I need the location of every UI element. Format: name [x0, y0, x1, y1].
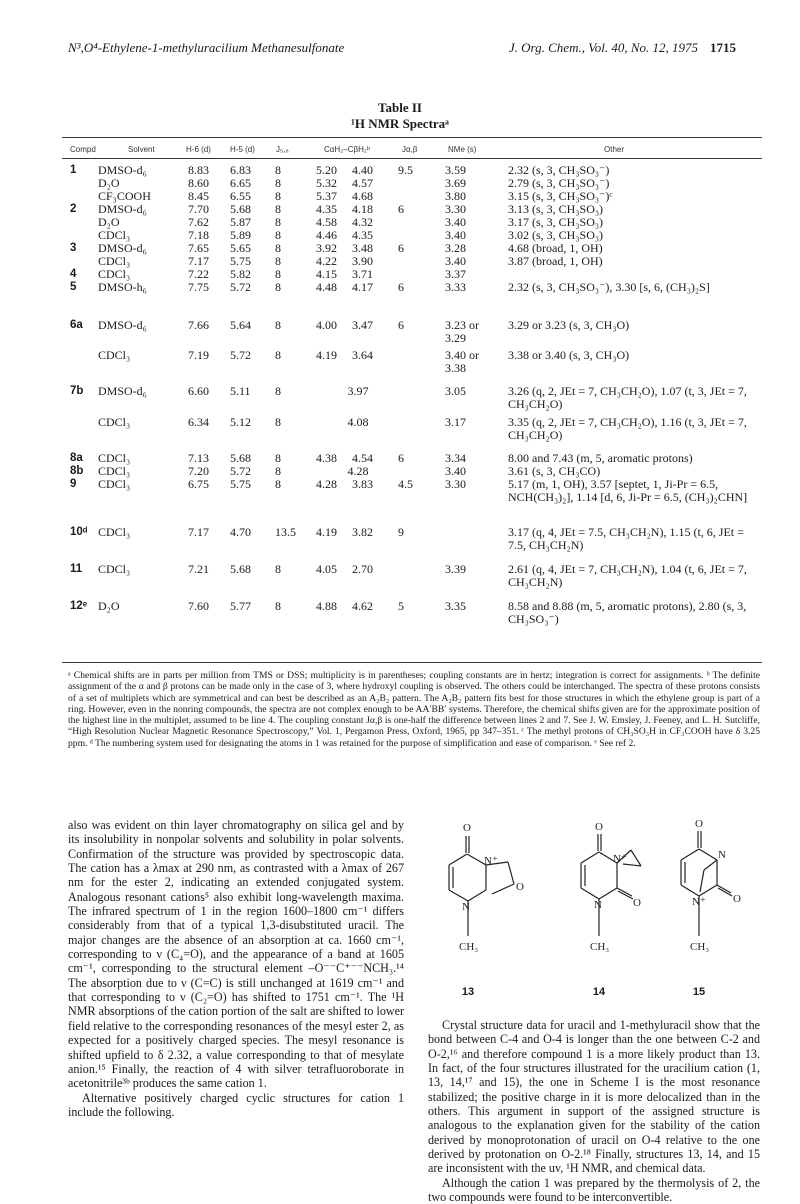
other-signals-cell: 3.15 (s, 3, CH₃SO₃⁻)ᶜ [508, 189, 613, 203]
jab-coupling-cell: 6 [398, 280, 404, 294]
h5-shift-cell: 5.89 [230, 228, 251, 242]
table-bottom-rule [62, 662, 762, 663]
nme-shift-cell: 3.40 [445, 254, 466, 268]
h5-shift-cell: 5.72 [230, 464, 251, 478]
other-signals-cell: 3.87 (broad, 1, OH) [508, 254, 603, 268]
h6-shift-cell: 8.45 [188, 189, 209, 203]
calpha-shift-cell: 4.88 [316, 599, 337, 613]
table-title-block [0, 100, 800, 132]
nme-shift-cell: 3.37 [445, 267, 466, 281]
calpha-shift-cell: 4.48 [316, 280, 337, 294]
table-row [0, 385, 800, 416]
nme-shift-cell: 3.34 [445, 451, 466, 465]
right-paragraph-2: Although the cation 1 was prepared by the thermolysis of 2, the two compounds were found to be interconvertible. [428, 1175, 760, 1204]
other-signals-cell: 2.79 (s, 3, CH₃SO₃⁻) [508, 176, 610, 190]
nme-shift-cell: 3.17 [445, 415, 466, 429]
other-signals-cell: 2.32 (s, 3, CH₃SO₃⁻), 3.30 [s, 6, (CH₃)₂S] [508, 280, 710, 294]
s14-nitrogen: N [594, 899, 602, 911]
nme-shift-cell: 3.40 [445, 464, 466, 478]
h5-shift-cell: 5.75 [230, 254, 251, 268]
structure-label-15: 15 [692, 986, 706, 998]
structure-15-bonds [681, 831, 732, 936]
running-header [68, 40, 736, 60]
other-signals-cell: 5.17 (m, 1, OH), 3.57 [septet, 1, Ji-Pr = 6.5, NCH(CH₃)₂], 1.14 [d, 6, Ji-Pr = 6.5, (CH₃)₂CHN] [508, 477, 748, 504]
col-header-cab: CαH₂–CβH₂ᵇ [324, 145, 371, 154]
other-signals-cell: 8.00 and 7.43 (m, 5, aromatic protons) [508, 451, 693, 465]
s15-n-plus: N⁺ [692, 896, 706, 908]
jab-coupling-cell: 6 [398, 451, 404, 465]
cbeta-shift-cell: 4.62 [352, 599, 373, 613]
h5-shift-cell: 5.72 [230, 280, 251, 294]
table-row [0, 478, 800, 526]
compound-number: 10ᵈ [70, 526, 88, 538]
calpha-shift-cell: 5.37 [316, 189, 337, 203]
h6-shift-cell: 7.66 [188, 318, 209, 332]
cab-shift-cell: 4.28 [347, 464, 369, 478]
cbeta-shift-cell: 3.48 [352, 241, 373, 255]
cbeta-shift-cell: 4.40 [352, 163, 373, 177]
table-row [0, 203, 800, 216]
s15-nitrogen: N [718, 849, 726, 861]
j56-coupling-cell: 8 [275, 451, 281, 465]
h5-shift-cell: 5.65 [230, 241, 251, 255]
cab-shift-cell: 3.97 [347, 384, 369, 398]
s15-ring-oxygen: O [733, 893, 741, 905]
other-signals-cell: 3.17 (s, 3, CH₃SO₃) [508, 215, 604, 229]
j56-coupling-cell: 8 [275, 176, 281, 190]
table-title: Table II [378, 100, 422, 115]
solvent-cell: DMSO-d₆ [98, 241, 147, 255]
solvent-cell: D₂O [98, 215, 120, 229]
calpha-shift-cell: 4.05 [316, 562, 337, 576]
solvent-cell: CDCl₃ [98, 254, 131, 268]
table-top-rule [62, 137, 762, 138]
other-signals-cell: 2.61 (q, 4, JEt = 7, CH₃CH₂N), 1.04 (t, 6, JEt = 7, CH₃CH₂N) [508, 562, 747, 589]
nme-shift-cell: 3.35 [445, 599, 466, 613]
h6-shift-cell: 7.75 [188, 280, 209, 294]
jab-coupling-cell: 4.5 [398, 477, 413, 491]
j56-coupling-cell: 8 [275, 464, 281, 478]
calpha-shift-cell: 5.32 [316, 176, 337, 190]
calpha-shift-cell: 4.19 [316, 348, 337, 362]
solvent-cell: D₂O [98, 599, 120, 613]
j56-coupling-cell: 8 [275, 415, 281, 429]
cbeta-shift-cell: 3.64 [352, 348, 373, 362]
h5-shift-cell: 6.65 [230, 176, 251, 190]
h5-shift-cell: 5.11 [230, 384, 251, 398]
compound-number: 8a [70, 452, 83, 464]
calpha-shift-cell: 4.38 [316, 451, 337, 465]
jab-coupling-cell: 6 [398, 241, 404, 255]
calpha-shift-cell: 4.28 [316, 477, 337, 491]
h5-shift-cell: 5.12 [230, 415, 251, 429]
h6-shift-cell: 7.13 [188, 451, 209, 465]
cbeta-shift-cell: 4.18 [352, 202, 373, 216]
nme-shift-cell: 3.23 or 3.29 [445, 318, 479, 345]
j56-coupling-cell: 8 [275, 318, 281, 332]
table-header-rule [62, 158, 762, 159]
table-row [0, 526, 800, 563]
solvent-cell: CDCl₃ [98, 415, 131, 429]
other-signals-cell: 2.32 (s, 3, CH₃SO₃⁻) [508, 163, 610, 177]
other-signals-cell: 3.17 (q, 4, JEt = 7.5, CH₃CH₂N), 1.15 (t, 6, JEt = 7.5, CH₃CH₂N) [508, 525, 744, 552]
nme-shift-cell: 3.69 [445, 176, 466, 190]
solvent-cell: DMSO-d₆ [98, 163, 147, 177]
h6-shift-cell: 7.21 [188, 562, 209, 576]
calpha-shift-cell: 3.92 [316, 241, 337, 255]
solvent-cell: CDCl₃ [98, 562, 131, 576]
other-signals-cell: 4.68 (broad, 1, OH) [508, 241, 603, 255]
s14-ring-oxygen: O [633, 897, 641, 909]
col-header-jab: Jα,β [402, 145, 418, 154]
j56-coupling-cell: 8 [275, 267, 281, 281]
solvent-cell: DMSO-h₆ [98, 280, 147, 294]
solvent-cell: CDCl₃ [98, 228, 131, 242]
calpha-shift-cell: 4.46 [316, 228, 337, 242]
left-paragraph-2: Alternative positively charged cyclic structures for cation 1 include the following. [68, 1090, 404, 1119]
h5-shift-cell: 5.68 [230, 562, 251, 576]
cbeta-shift-cell: 4.35 [352, 228, 373, 242]
s14-n-plus: N⁺ [613, 853, 627, 865]
structure-14-bonds [581, 834, 641, 936]
jab-coupling-cell: 5 [398, 599, 404, 613]
col-header-h6: H-6 (d) [186, 145, 211, 154]
nme-shift-cell: 3.30 [445, 477, 466, 491]
table-row [0, 416, 800, 452]
jab-coupling-cell: 9.5 [398, 163, 413, 177]
other-signals-cell: 3.13 (s, 3, CH₃SO₃) [508, 202, 604, 216]
s15-oxygen: O [695, 818, 703, 830]
structure-13-bonds [449, 836, 514, 936]
nme-shift-cell: 3.40 [445, 215, 466, 229]
j56-coupling-cell: 8 [275, 348, 281, 362]
other-signals-cell: 3.29 or 3.23 (s, 3, CH₃O) [508, 318, 630, 332]
s13-nitrogen: N [462, 901, 470, 913]
h6-shift-cell: 7.62 [188, 215, 209, 229]
structure-drawings [428, 818, 750, 988]
nme-shift-cell: 3.33 [445, 280, 466, 294]
running-title: N³,O⁴-Ethylene-1-methyluracilium Methanesulfonate [68, 40, 345, 55]
cbeta-shift-cell: 3.47 [352, 318, 373, 332]
s13-methyl: CH₃ [459, 941, 479, 953]
h5-shift-cell: 6.55 [230, 189, 251, 203]
right-paragraph-1: Crystal structure data for uracil and 1-methyluracil show that the bond between C-4 and O-4 is longer than the one between C-2 and O-2,¹⁶ and therefore compound 1 is a more likely product than 13. In fact, of the four structures illustrated for the uracilium cation (1, 13, 14,¹⁷ and 15), the one in Scheme I is the most resonance stabilized; the positive charge in it is more delocalized than in the others. This argument in support of the assigned structure is analogous to the explanation given for the stability of the cation derived by monoprotonation of uracil on O-4 relative to the one derived by protonation on O-2.¹⁸ Finally, structures 13, 14, and 15 are inconsistent with the uv, ¹H NMR, and chemical data. [428, 1018, 760, 1176]
h5-shift-cell: 5.68 [230, 451, 251, 465]
page-number: 1715 [710, 40, 736, 55]
cab-shift-cell: 4.08 [347, 415, 369, 429]
left-paragraph-1: also was evident on thin layer chromatography on silica gel and by its insolubility in nonpolar solvents and solubility in polar solvents. Confirmation of the structure was provided by spectroscopic data. The cation has a λmax at 290 nm, as contrasted with a λmax of 267 nm for the ester 2, indicating an extended conjugated system. Analogous resonant cations⁵ also exhibit long-wavelength maxima. The infrared spectrum of 1 in the region 1600–1800 cm⁻¹ differs considerably from that of a typical 1,3-disubstituted uracil. The major changes are the absence of an absorption at ca. 1660 cm⁻¹, corresponding to ν (C₄=O), and the appearance of a band at 1605 cm⁻¹, corresponding to the structural element –O⁻⁻C⁺⁻⁻NCH₃.¹⁴ The absorption due to ν (C=C) is still unchanged at 1619 cm⁻¹ and that corresponding to ν (C₂=O) has shifted to 1751 cm⁻¹. The ¹H NMR absorptions of the cation portion of the salt are shifted to lower field relative to the corresponding resonances of the mesyl ester 2, as expected for a positively charged species. The mesyl resonance is shifted upfield to δ 2.32, a value corresponding to that of mesylate anion.¹⁵ Finally, the reaction of 4 with silver tetrafluoroborate in acetonitrile³ᵇ produces the same cation 1. [68, 818, 404, 1091]
table-row [0, 319, 800, 349]
j56-coupling-cell: 8 [275, 562, 281, 576]
nme-shift-cell: 3.40 [445, 228, 466, 242]
solvent-cell: CDCl₃ [98, 348, 131, 362]
solvent-cell: CF₃COOH [98, 189, 151, 203]
journal-citation [509, 40, 736, 56]
cbeta-shift-cell: 3.90 [352, 254, 373, 268]
structure-label-13: 13 [461, 986, 475, 998]
solvent-cell: CDCl₃ [98, 267, 131, 281]
calpha-shift-cell: 4.19 [316, 525, 337, 539]
h6-shift-cell: 7.65 [188, 241, 209, 255]
compound-number: 3 [70, 242, 77, 254]
calpha-shift-cell: 5.20 [316, 163, 337, 177]
h6-shift-cell: 7.17 [188, 525, 209, 539]
table-subtitle: ¹H NMR Spectraᵃ [351, 116, 449, 131]
h5-shift-cell: 5.77 [230, 599, 251, 613]
col-header-compd: Compd [70, 145, 96, 154]
compound-number: 11 [70, 563, 83, 575]
structure-label-14: 14 [592, 986, 606, 998]
nme-shift-cell: 3.59 [445, 163, 466, 177]
h5-shift-cell: 5.82 [230, 267, 251, 281]
cbeta-shift-cell: 4.17 [352, 280, 373, 294]
col-header-nme: NMe (s) [448, 145, 477, 154]
other-signals-cell: 3.02 (s, 3, CH₃SO₃) [508, 228, 604, 242]
cbeta-shift-cell: 3.83 [352, 477, 373, 491]
cbeta-shift-cell: 4.57 [352, 176, 373, 190]
h6-shift-cell: 7.70 [188, 202, 209, 216]
h6-shift-cell: 7.60 [188, 599, 209, 613]
jab-coupling-cell: 6 [398, 202, 404, 216]
compound-number: 8b [70, 465, 84, 477]
h5-shift-cell: 5.68 [230, 202, 251, 216]
nme-shift-cell: 3.40 or 3.38 [445, 348, 479, 375]
jab-coupling-cell: 9 [398, 525, 404, 539]
h5-shift-cell: 5.87 [230, 215, 251, 229]
table-body [0, 164, 800, 630]
compound-number: 4 [70, 268, 77, 280]
col-header-other: Other [604, 145, 625, 154]
nme-shift-cell: 3.28 [445, 241, 466, 255]
compound-number: 7b [70, 385, 84, 397]
other-signals-cell: 3.38 or 3.40 (s, 3, CH₃O) [508, 348, 630, 362]
h6-shift-cell: 6.60 [188, 384, 209, 398]
other-signals-cell: 3.61 (s, 3, CH₃CO) [508, 464, 601, 478]
h5-shift-cell: 5.64 [230, 318, 251, 332]
solvent-cell: CDCl₃ [98, 477, 131, 491]
s13-oxygen: O [463, 822, 471, 834]
table-row [0, 281, 800, 319]
j56-coupling-cell: 8 [275, 163, 281, 177]
solvent-cell: D₂O [98, 176, 120, 190]
h5-shift-cell: 5.72 [230, 348, 251, 362]
calpha-shift-cell: 4.22 [316, 254, 337, 268]
table-row [0, 563, 800, 600]
j56-coupling-cell: 8 [275, 280, 281, 294]
journal-name: J. Org. Chem., Vol. 40, No. 12, 1975 [508, 40, 698, 55]
jab-coupling-cell: 6 [398, 318, 404, 332]
s13-n-plus: N⁺ [484, 855, 498, 867]
solvent-cell: DMSO-d₆ [98, 202, 147, 216]
compound-number: 12ᵉ [70, 600, 88, 612]
h6-shift-cell: 6.34 [188, 415, 209, 429]
h5-shift-cell: 5.75 [230, 477, 251, 491]
h6-shift-cell: 7.19 [188, 348, 209, 362]
cbeta-shift-cell: 2.70 [352, 562, 373, 576]
h6-shift-cell: 7.22 [188, 267, 209, 281]
h6-shift-cell: 7.20 [188, 464, 209, 478]
compound-number: 5 [70, 281, 77, 293]
compound-number: 2 [70, 203, 77, 215]
table-row [0, 164, 800, 177]
cbeta-shift-cell: 4.68 [352, 189, 373, 203]
j56-coupling-cell: 8 [275, 202, 281, 216]
table-row [0, 349, 800, 385]
h5-shift-cell: 6.83 [230, 163, 251, 177]
col-header-solvent: Solvent [128, 145, 155, 154]
cbeta-shift-cell: 4.54 [352, 451, 373, 465]
j56-coupling-cell: 13.5 [275, 525, 296, 539]
j56-coupling-cell: 8 [275, 241, 281, 255]
calpha-shift-cell: 4.00 [316, 318, 337, 332]
nme-shift-cell: 3.05 [445, 384, 466, 398]
h6-shift-cell: 7.17 [188, 254, 209, 268]
nme-shift-cell: 3.80 [445, 189, 466, 203]
h6-shift-cell: 8.83 [188, 163, 209, 177]
col-header-h5: H-5 (d) [230, 145, 255, 154]
calpha-shift-cell: 4.58 [316, 215, 337, 229]
compound-number: 9 [70, 478, 77, 490]
j56-coupling-cell: 8 [275, 477, 281, 491]
compound-number: 6a [70, 319, 83, 331]
s15-methyl: CH₃ [690, 941, 710, 953]
h6-shift-cell: 6.75 [188, 477, 209, 491]
other-signals-cell: 3.35 (q, 2, JEt = 7, CH₃CH₂O), 1.16 (t, 3, JEt = 7, CH₃CH₂O) [508, 415, 747, 442]
nme-shift-cell: 3.39 [445, 562, 466, 576]
col-header-j56: J₅,₆ [276, 145, 289, 154]
solvent-cell: DMSO-d₆ [98, 318, 147, 332]
j56-coupling-cell: 8 [275, 599, 281, 613]
other-signals-cell: 8.58 and 8.88 (m, 5, aromatic protons), 2.80 (s, 3, CH₃SO₃⁻) [508, 599, 747, 626]
calpha-shift-cell: 4.35 [316, 202, 337, 216]
table-row [0, 600, 800, 630]
other-signals-cell: 3.26 (q, 2, JEt = 7, CH₃CH₂O), 1.07 (t, 3, JEt = 7, CH₃CH₂O) [508, 384, 747, 411]
nme-shift-cell: 3.30 [445, 202, 466, 216]
left-text-column [68, 818, 404, 1119]
j56-coupling-cell: 8 [275, 228, 281, 242]
s14-oxygen: O [595, 821, 603, 833]
j56-coupling-cell: 8 [275, 384, 281, 398]
compound-number: 1 [70, 164, 77, 176]
cbeta-shift-cell: 4.32 [352, 215, 373, 229]
calpha-shift-cell: 4.15 [316, 267, 337, 281]
j56-coupling-cell: 8 [275, 254, 281, 268]
solvent-cell: CDCl₃ [98, 451, 131, 465]
cbeta-shift-cell: 3.82 [352, 525, 373, 539]
s14-methyl: CH₃ [590, 941, 610, 953]
cbeta-shift-cell: 3.71 [352, 267, 373, 281]
s13-ring-oxygen: O [516, 881, 524, 893]
solvent-cell: CDCl₃ [98, 525, 131, 539]
j56-coupling-cell: 8 [275, 215, 281, 229]
solvent-cell: CDCl₃ [98, 464, 131, 478]
solvent-cell: DMSO-d₆ [98, 384, 147, 398]
h6-shift-cell: 7.18 [188, 228, 209, 242]
h5-shift-cell: 4.70 [230, 525, 251, 539]
h6-shift-cell: 8.60 [188, 176, 209, 190]
structure-figure [428, 818, 750, 1008]
j56-coupling-cell: 8 [275, 189, 281, 203]
table-footnotes: ᵃ Chemical shifts are in parts per million from TMS or DSS; multiplicity is in parentheses; coupling constants are in hertz; integration is correct for assignments. ᵇ The definite assignment of the α and β protons can be made only in the case of 3, where hydroxyl coupling is observed. The others could be interchanged. The spectra of these protons consists of a set of multiplets which are symmetrical and can best be described as an A₂B₂ pattern. The A₂B₂ pattern fits best for those structures in which the ethylene group is part of a ring. However, even in the nonring compounds, the spectra are not complex enough to be AA′BB′ systems. Therefore, the chemical shifts given are for the approximate position of the highest line in the multiplet, assumed to be line 4. The coupling constant Jα,β is one-half the difference between lines 2 and 7. See J. W. Emsley, J. Feeney, and L. H. Sutcliffe, “High Resolution Nuclear Magnetic Resonance Spectroscopy,” Vol. 1, Pergamon Press, Oxford, 1965, pp 347–351. ᶜ The methyl protons of CH₃SO₃H in CF₃COOH have δ 3.25 ppm. ᵈ The numbering system used for designating the atoms in 1 was retained for the purpose of simplification and ease of comparison. ᵉ See ref 2. [68, 670, 760, 749]
right-text-column [428, 1018, 760, 1204]
